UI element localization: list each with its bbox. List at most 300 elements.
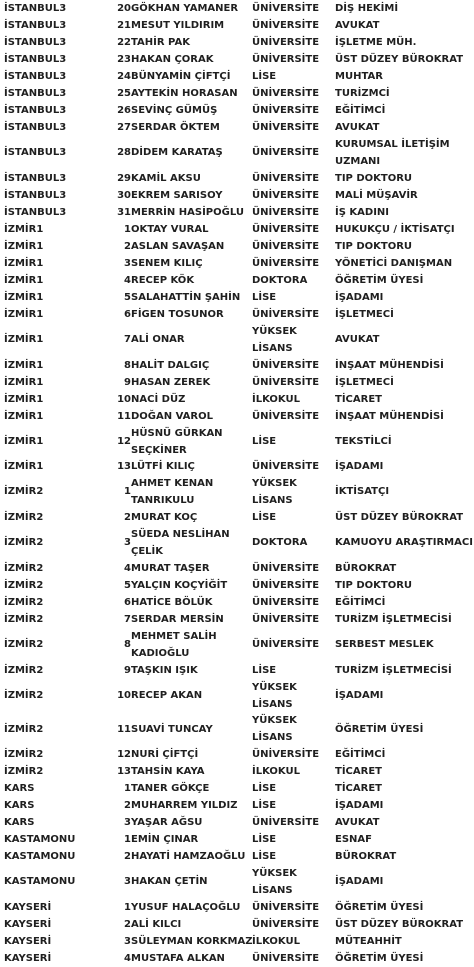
education-cell: LİSE	[252, 834, 277, 846]
education-cell-line: LİSANS	[252, 698, 293, 710]
city-cell: İSTANBUL3	[4, 71, 67, 82]
profession-cell-line: UZMANI	[335, 155, 381, 167]
table-row	[0, 814, 474, 831]
table-row	[0, 831, 474, 848]
candidate-name-cell-line: MEHMET SALİH	[131, 630, 217, 642]
profession-cell: TİCARET	[335, 393, 382, 405]
candidate-name-cell: SEVİNÇ GÜMÜŞ	[131, 105, 218, 116]
rank-cell: 12	[117, 749, 131, 761]
profession-cell: AVUKAT	[335, 122, 380, 133]
profession-cell: İŞLETMECİ	[335, 308, 394, 320]
table-row	[0, 0, 474, 17]
rank-cell: 13	[117, 461, 131, 473]
education-cell: ÜNİVERSİTE	[252, 953, 320, 965]
table-row	[0, 746, 474, 763]
education-cell: ÜNİVERSİTE	[252, 223, 320, 235]
profession-cell: MÜTEAHHİT	[335, 936, 402, 948]
table-row	[0, 272, 474, 289]
rank-cell: 23	[117, 54, 131, 65]
rank-cell: 4	[124, 274, 131, 286]
rank-cell: 31	[117, 206, 131, 218]
education-cell: ÜNİVERSİTE	[252, 613, 320, 625]
profession-cell: ÜST DÜZEY BÜROKRAT	[335, 512, 464, 524]
candidate-name-cell	[131, 475, 213, 509]
city-cell: İSTANBUL3	[4, 37, 67, 48]
education-cell: ÜNİVERSİTE	[252, 359, 320, 371]
table-row	[0, 136, 474, 170]
profession-cell: BÜROKRAT	[335, 851, 397, 863]
city-cell: İZMİR1	[4, 257, 44, 269]
candidate-name-cell: SERDAR ÖKTEM	[131, 122, 220, 133]
city-cell: İZMİR1	[4, 274, 44, 286]
education-cell: ÜNİVERSİTE	[252, 902, 320, 914]
education-cell: ÜNİVERSİTE	[252, 54, 320, 65]
city-cell: İSTANBUL3	[4, 189, 67, 201]
education-cell: ÜNİVERSİTE	[252, 206, 320, 218]
table-row	[0, 848, 474, 865]
table-row	[0, 170, 474, 187]
city-cell: KARS	[4, 783, 35, 795]
rank-cell: 30	[117, 189, 131, 201]
profession-cell: YÖNETİCİ DANIŞMAN	[335, 257, 453, 269]
table-row	[0, 391, 474, 408]
city-cell: İSTANBUL3	[4, 147, 67, 158]
education-cell: ÜNİVERSİTE	[252, 88, 320, 99]
city-cell: İZMİR1	[4, 393, 44, 405]
candidate-name-cell: YALÇIN KOÇYİĞİT	[131, 579, 228, 591]
profession-cell: ÖĞRETİM ÜYESİ	[335, 723, 424, 735]
education-cell: LİSE	[252, 664, 277, 676]
education-cell-line: LİSANS	[252, 342, 293, 354]
education-cell	[252, 713, 297, 747]
profession-cell: İŞADAMI	[335, 689, 384, 701]
profession-cell: TURİZMCİ	[335, 88, 390, 99]
rank-cell: 27	[117, 122, 131, 133]
rank-cell: 28	[117, 147, 131, 158]
table-row	[0, 899, 474, 916]
rank-cell: 2	[124, 919, 131, 931]
candidate-name-cell-line: TANRIKULU	[131, 495, 195, 507]
education-cell: LİSE	[252, 71, 277, 82]
table-row	[0, 306, 474, 323]
rank-cell: 10	[117, 393, 131, 405]
profession-cell: İŞADAMI	[335, 876, 384, 888]
candidate-name-cell: BÜNYAMİN ÇİFTÇİ	[131, 71, 231, 82]
city-cell: KAYSERİ	[4, 953, 52, 965]
candidate-name-cell: SUAVİ TUNCAY	[131, 723, 213, 735]
city-cell: İSTANBUL3	[4, 122, 67, 133]
city-cell: İZMİR1	[4, 223, 44, 235]
table-row	[0, 17, 474, 34]
candidate-name-cell: HAKAN ÇETİN	[131, 876, 208, 888]
city-cell: İZMİR2	[4, 562, 44, 574]
city-cell: İSTANBUL3	[4, 54, 67, 65]
candidate-name-cell: TAHSİN KAYA	[131, 766, 205, 778]
candidate-name-cell: SALAHATTİN ŞAHİN	[131, 291, 241, 303]
profession-cell: TIP DOKTORU	[335, 240, 413, 252]
rank-cell: 5	[124, 579, 131, 591]
education-cell-line: LİSANS	[252, 495, 293, 507]
candidate-name-cell: SÜLEYMAN KORKMAZ	[131, 936, 253, 948]
education-cell: ÜNİVERSİTE	[252, 3, 320, 14]
education-cell: LİSE	[252, 512, 277, 524]
candidate-name-cell: ALİ KILCI	[131, 919, 182, 931]
profession-cell: EĞİTİMCİ	[335, 749, 386, 761]
candidate-name-cell-line: HÜSNÜ GÜRKAN	[131, 427, 223, 439]
rank-cell: 2	[124, 800, 131, 812]
city-cell: İZMİR2	[4, 723, 44, 735]
profession-cell: TİCARET	[335, 783, 382, 795]
education-cell: ÜNİVERSİTE	[252, 257, 320, 269]
profession-cell: İNŞAAT MÜHENDİSİ	[335, 410, 444, 422]
candidate-name-cell: YAŞAR AĞSU	[131, 817, 203, 829]
city-cell: İZMİR2	[4, 537, 44, 549]
rank-cell: 9	[124, 664, 131, 676]
rank-cell: 8	[124, 638, 131, 650]
candidate-name-cell: GÖKHAN YAMANER	[131, 3, 239, 14]
profession-cell: EĞİTİMCİ	[335, 596, 386, 608]
education-cell-line: LİSANS	[252, 885, 293, 897]
candidate-name-cell: ALİ ONAR	[131, 333, 185, 345]
rank-cell: 29	[117, 172, 131, 184]
education-cell: ÜNİVERSİTE	[252, 410, 320, 422]
rank-cell: 24	[117, 71, 131, 82]
table-row	[0, 865, 474, 899]
profession-cell: TURİZM İŞLETMECİSİ	[335, 613, 452, 625]
table-row	[0, 628, 474, 662]
profession-cell: ESNAF	[335, 834, 372, 846]
rank-cell: 6	[124, 596, 131, 608]
table-row	[0, 408, 474, 425]
profession-cell: ÜST DÜZEY BÜROKRAT	[335, 919, 464, 931]
rank-cell: 11	[117, 410, 131, 422]
education-cell	[252, 323, 297, 357]
table-row	[0, 611, 474, 628]
education-cell: ÜNİVERSİTE	[252, 638, 320, 650]
profession-cell: BÜROKRAT	[335, 562, 397, 574]
candidate-name-cell: TAHİR PAK	[131, 37, 190, 48]
city-cell: İZMİR2	[4, 486, 44, 498]
table-row	[0, 187, 474, 204]
city-cell: İZMİR2	[4, 689, 44, 701]
candidate-name-cell: HAYATİ HAMZAOĞLU	[131, 851, 246, 863]
table-row	[0, 119, 474, 136]
education-cell: ÜNİVERSİTE	[252, 308, 320, 320]
table-row	[0, 425, 474, 459]
rank-cell: 3	[124, 876, 131, 888]
table-row	[0, 713, 474, 747]
profession-cell: ÖĞRETİM ÜYESİ	[335, 953, 424, 965]
profession-cell: TİCARET	[335, 766, 382, 778]
rank-cell: 5	[124, 291, 131, 303]
education-cell: ÜNİVERSİTE	[252, 579, 320, 591]
city-cell: İZMİR1	[4, 376, 44, 388]
education-cell: ÜNİVERSİTE	[252, 189, 320, 201]
candidate-name-cell: MERRİN HASİPOĞLU	[131, 206, 244, 218]
table-row	[0, 255, 474, 272]
city-cell: KAYSERİ	[4, 902, 52, 914]
rank-cell: 22	[117, 37, 131, 48]
rank-cell: 1	[124, 486, 131, 498]
candidate-name-cell: ASLAN SAVAŞAN	[131, 240, 225, 252]
profession-cell: İNŞAAT MÜHENDİSİ	[335, 359, 444, 371]
candidate-name-cell: HATİCE BÖLÜK	[131, 596, 213, 608]
education-cell-line: YÜKSEK	[252, 325, 297, 337]
city-cell: İSTANBUL3	[4, 172, 67, 184]
rank-cell: 3	[124, 817, 131, 829]
candidate-name-cell: MESUT YILDIRIM	[131, 20, 225, 31]
profession-cell: KAMUOYU ARAŞTIRMACI	[335, 537, 473, 549]
profession-cell: MUHTAR	[335, 71, 383, 82]
candidate-name-cell: AYTEKİN HORASAN	[131, 88, 238, 99]
rank-cell: 7	[124, 333, 131, 345]
table-row	[0, 560, 474, 577]
table-row	[0, 950, 474, 967]
profession-cell: AVUKAT	[335, 20, 380, 31]
city-cell: İSTANBUL3	[4, 206, 67, 218]
candidate-name-cell: MUSTAFA ALKAN	[131, 953, 225, 965]
profession-cell: İŞ KADINI	[335, 206, 390, 218]
city-cell: İZMİR1	[4, 333, 44, 345]
city-cell: İZMİR2	[4, 613, 44, 625]
candidate-name-cell: DİDEM KARATAŞ	[131, 147, 223, 158]
education-cell: ÜNİVERSİTE	[252, 749, 320, 761]
education-cell	[252, 865, 297, 899]
education-cell-line: LİSANS	[252, 732, 293, 744]
candidate-name-cell: MURAT TAŞER	[131, 562, 210, 574]
education-cell	[252, 475, 297, 509]
city-cell: İZMİR2	[4, 596, 44, 608]
profession-cell: AVUKAT	[335, 333, 380, 345]
education-cell: ÜNİVERSİTE	[252, 37, 320, 48]
table-row	[0, 357, 474, 374]
profession-cell: ÖĞRETİM ÜYESİ	[335, 902, 424, 914]
city-cell: KAYSERİ	[4, 919, 52, 931]
education-cell: DOKTORA	[252, 274, 308, 286]
rank-cell: 8	[124, 359, 131, 371]
candidate-name-cell: YUSUF HALAÇOĞLU	[131, 902, 241, 914]
education-cell: ÜNİVERSİTE	[252, 122, 320, 133]
table-row	[0, 933, 474, 950]
education-cell	[252, 679, 297, 713]
city-cell: İZMİR1	[4, 461, 44, 473]
rank-cell: 12	[117, 435, 131, 447]
rank-cell: 1	[124, 223, 131, 235]
table-row	[0, 289, 474, 306]
rank-cell: 4	[124, 562, 131, 574]
education-cell-line: YÜKSEK	[252, 478, 297, 490]
table-row	[0, 526, 474, 560]
education-cell: İLKOKUL	[252, 936, 300, 948]
table-row	[0, 221, 474, 238]
city-cell: KASTAMONU	[4, 876, 76, 888]
table-row	[0, 577, 474, 594]
profession-cell: DİŞ HEKİMİ	[335, 3, 399, 14]
profession-cell-line: KURUMSAL İLETİŞİM	[335, 138, 450, 150]
education-cell-line: YÜKSEK	[252, 868, 297, 880]
table-row	[0, 475, 474, 509]
candidate-name-cell: DOĞAN VAROL	[131, 410, 213, 422]
city-cell: İSTANBUL3	[4, 3, 67, 14]
city-cell: İZMİR1	[4, 240, 44, 252]
education-cell: ÜNİVERSİTE	[252, 461, 320, 473]
rank-cell: 2	[124, 851, 131, 863]
profession-cell: İŞLETME MÜH.	[335, 37, 417, 48]
candidate-name-cell: EMİN ÇINAR	[131, 834, 199, 846]
rank-cell: 2	[124, 240, 131, 252]
table-row	[0, 102, 474, 119]
profession-cell: TEKSTİLCİ	[335, 435, 392, 447]
table-row	[0, 323, 474, 357]
education-cell: ÜNİVERSİTE	[252, 172, 320, 184]
profession-cell: İŞADAMI	[335, 800, 384, 812]
rank-cell: 13	[117, 766, 131, 778]
table-row	[0, 374, 474, 391]
table-row	[0, 458, 474, 475]
candidate-name-cell: FİGEN TOSUNOR	[131, 308, 224, 320]
education-cell: İLKOKUL	[252, 393, 300, 405]
table-row	[0, 51, 474, 68]
rank-cell: 4	[124, 953, 131, 965]
city-cell: İSTANBUL3	[4, 105, 67, 116]
rank-cell: 1	[124, 834, 131, 846]
city-cell: İZMİR2	[4, 579, 44, 591]
candidate-name-cell: RECEP KÖK	[131, 274, 195, 286]
education-cell: ÜNİVERSİTE	[252, 105, 320, 116]
profession-cell: ÜST DÜZEY BÜROKRAT	[335, 54, 464, 65]
candidate-name-cell: SENEM KILIÇ	[131, 257, 203, 269]
city-cell: KASTAMONU	[4, 851, 76, 863]
profession-cell: HUKUKÇU / İKTİSATÇI	[335, 223, 455, 235]
education-cell: LİSE	[252, 783, 277, 795]
table-row	[0, 204, 474, 221]
rank-cell: 3	[124, 936, 131, 948]
table-row	[0, 68, 474, 85]
candidate-name-cell: SERDAR MERSİN	[131, 613, 224, 625]
candidate-name-cell	[131, 425, 223, 459]
city-cell: İZMİR2	[4, 664, 44, 676]
education-cell: LİSE	[252, 435, 277, 447]
education-cell: LİSE	[252, 800, 277, 812]
candidate-name-cell	[131, 526, 230, 560]
city-cell: KARS	[4, 817, 35, 829]
city-cell: İZMİR2	[4, 512, 44, 524]
candidate-name-cell-line: AHMET KENAN	[131, 478, 214, 490]
profession-cell: İKTİSATÇI	[335, 486, 390, 498]
profession-cell: İŞADAMI	[335, 461, 384, 473]
rank-cell: 9	[124, 376, 131, 388]
city-cell: İZMİR2	[4, 766, 44, 778]
education-cell: İLKOKUL	[252, 766, 300, 778]
city-cell: İZMİR1	[4, 435, 44, 447]
city-cell: İZMİR1	[4, 291, 44, 303]
table-row	[0, 763, 474, 780]
candidate-name-cell: LÜTFİ KILIÇ	[131, 461, 195, 473]
candidate-name-cell: MURAT KOÇ	[131, 512, 198, 524]
education-cell: ÜNİVERSİTE	[252, 376, 320, 388]
table-row	[0, 509, 474, 526]
education-cell: DOKTORA	[252, 537, 308, 549]
table-row	[0, 662, 474, 679]
candidate-name-cell: OKTAY VURAL	[131, 223, 209, 235]
table-row	[0, 916, 474, 933]
candidate-name-cell-line: SEÇKİNER	[131, 444, 187, 456]
education-cell: ÜNİVERSİTE	[252, 596, 320, 608]
candidate-name-cell-line: KADIOĞLU	[131, 647, 190, 659]
candidate-name-cell: MUHARREM YILDIZ	[131, 800, 238, 812]
candidate-name-cell: EKREM SARISOY	[131, 189, 223, 201]
profession-cell: MALİ MÜŞAVİR	[335, 189, 418, 201]
candidate-name-cell: TAŞKIN IŞIK	[131, 664, 198, 676]
rank-cell: 6	[124, 308, 131, 320]
candidate-name-cell: RECEP AKAN	[131, 689, 203, 701]
rank-cell: 3	[124, 257, 131, 269]
rank-cell: 20	[117, 3, 131, 14]
table-row	[0, 85, 474, 102]
profession-cell: AVUKAT	[335, 817, 380, 829]
city-cell: İZMİR1	[4, 308, 44, 320]
table-row	[0, 34, 474, 51]
rank-cell: 7	[124, 613, 131, 625]
candidate-name-cell	[131, 628, 217, 662]
candidate-name-cell: TANER GÖKÇE	[131, 783, 210, 795]
city-cell: İSTANBUL3	[4, 20, 67, 31]
city-cell: İZMİR1	[4, 359, 44, 371]
profession-cell: TURİZM İŞLETMECİSİ	[335, 664, 452, 676]
education-cell: LİSE	[252, 851, 277, 863]
education-cell: ÜNİVERSİTE	[252, 817, 320, 829]
rank-cell: 21	[117, 20, 131, 31]
education-cell: ÜNİVERSİTE	[252, 919, 320, 931]
city-cell: KARS	[4, 800, 35, 812]
profession-cell	[335, 136, 450, 170]
city-cell: KAYSERİ	[4, 936, 52, 948]
education-cell: ÜNİVERSİTE	[252, 562, 320, 574]
rank-cell: 2	[124, 512, 131, 524]
candidate-name-cell: HALİT DALGIÇ	[131, 359, 210, 371]
candidate-name-cell: HAKAN ÇORAK	[131, 54, 214, 65]
profession-cell: SERBEST MESLEK	[335, 638, 434, 650]
city-cell: KASTAMONU	[4, 834, 76, 846]
city-cell: İZMİR1	[4, 410, 44, 422]
rank-cell: 11	[117, 723, 131, 735]
profession-cell: ÖĞRETİM ÜYESİ	[335, 274, 424, 286]
city-cell: İZMİR2	[4, 749, 44, 761]
rank-cell: 3	[124, 537, 131, 549]
rank-cell: 1	[124, 902, 131, 914]
education-cell-line: YÜKSEK	[252, 715, 297, 727]
education-cell: ÜNİVERSİTE	[252, 240, 320, 252]
candidate-name-cell-line: ÇELİK	[131, 546, 164, 558]
candidate-name-cell: NURİ ÇİFTÇİ	[131, 749, 199, 761]
table-row	[0, 780, 474, 797]
rank-cell: 25	[117, 88, 131, 99]
education-cell: ÜNİVERSİTE	[252, 20, 320, 31]
education-cell-line: YÜKSEK	[252, 681, 297, 693]
city-cell: İZMİR2	[4, 638, 44, 650]
rank-cell: 1	[124, 783, 131, 795]
profession-cell: İŞADAMI	[335, 291, 384, 303]
candidate-name-cell: KAMİL AKSU	[131, 172, 201, 184]
candidate-name-cell: HASAN ZEREK	[131, 376, 211, 388]
profession-cell: EĞİTİMCİ	[335, 105, 386, 116]
education-cell: ÜNİVERSİTE	[252, 147, 320, 158]
candidate-name-cell-line: SÜEDA NESLİHAN	[131, 529, 230, 541]
profession-cell: TIP DOKTORU	[335, 579, 413, 591]
rank-cell: 10	[117, 689, 131, 701]
education-cell: LİSE	[252, 291, 277, 303]
table-row	[0, 679, 474, 713]
